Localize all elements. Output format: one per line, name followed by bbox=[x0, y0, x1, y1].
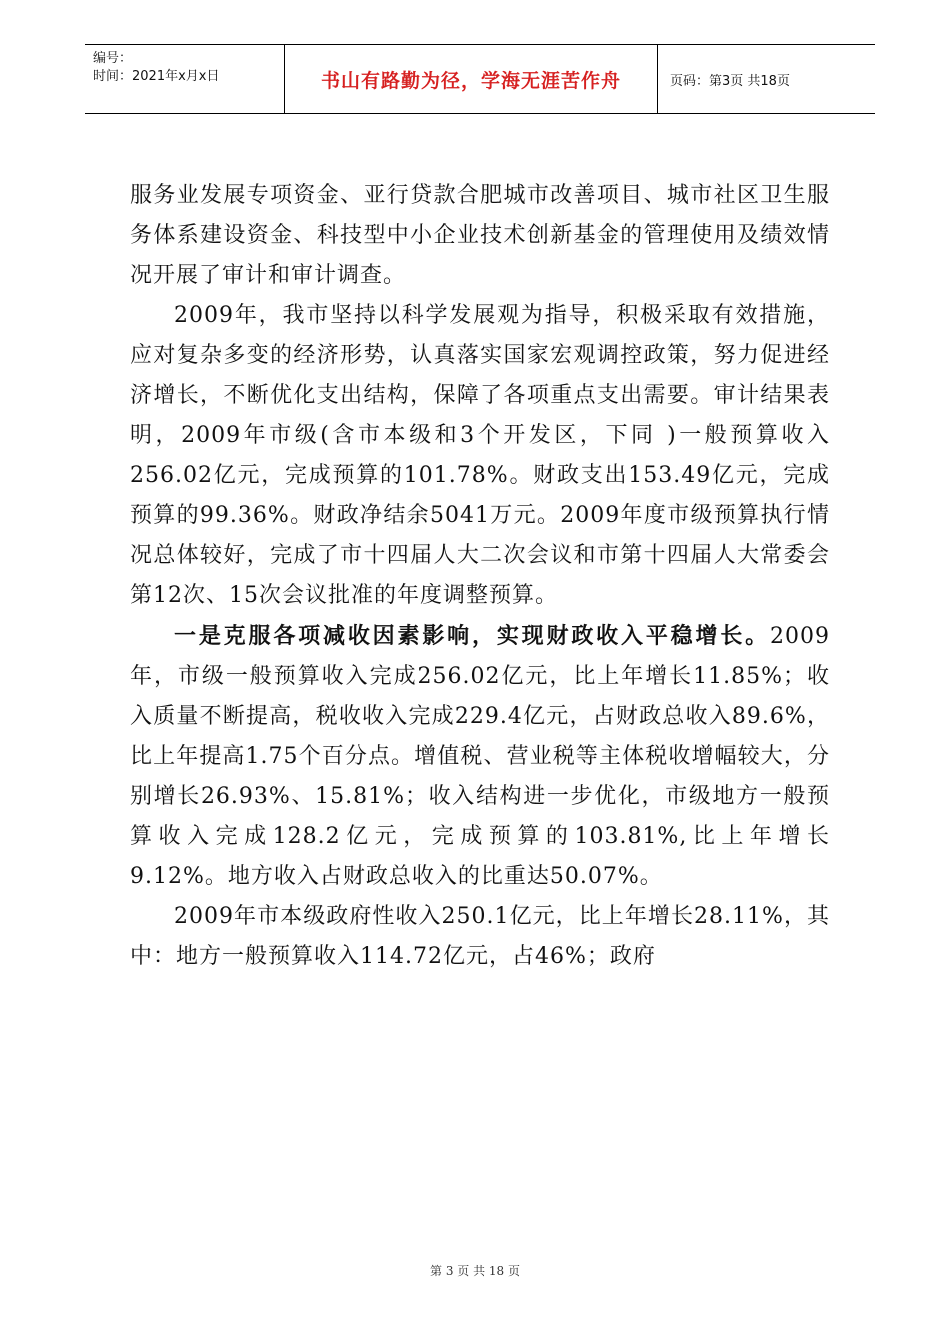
header-page-number: 页码：第3页 共18页 bbox=[670, 73, 790, 89]
paragraph-revenue bbox=[130, 616, 830, 897]
paragraph-city-revenue bbox=[130, 897, 830, 977]
paragraph-continuation bbox=[130, 176, 830, 296]
paragraph-text: 2009年，我市坚持以科学发展观为指导，积极采取有效措施，应对复杂多变的经济形势，认真落实国家宏观调控政策，努力促进经济增长，不断优化支出结构，保障了各项重点支出需要。审计结果表明，2009年市级(含市本级和3个开发区，下同 )一般预算收入256.02亿元，完成预算的101.78%。财政支出153.49亿元，完成预算的99.36%。财政净结余5041万元。2009年度市级预算执行情况总体较好，完成了市十四届人大二次会议和市第十四届人大常委会第12次、15次会议批准的年度调整预算。 bbox=[130, 303, 830, 608]
paragraph-text: 2009年市本级政府性收入250.1亿元，比上年增长28.11%，其中：地方一般预算收入114.72亿元，占46%；政府 bbox=[130, 904, 830, 969]
document-number-label: 编号： bbox=[93, 51, 133, 66]
document-body bbox=[130, 176, 830, 977]
paragraph-text: 2009 年，市级一般预算收入完成256.02亿元，比上年增长11.85%；收入质量不断提高，税收收入完成229.4亿元，占财政总收入89.6%，比上年提高1.75个百分点。增值税、营业税等主体税收增幅较大，分别增长26.93%、15.81%；收入结构进一步优化，市级地方一般预算收入完成128.2亿元，完成预算的103.81%,比上年增长 9.12%。地方收入占财政总收入的比重达50.07%。 bbox=[130, 624, 830, 889]
header-motto: 书山有路勤为径，学海无涯苦作舟 bbox=[285, 45, 658, 113]
page-footer: 第 3 页 共 18 页 bbox=[430, 1264, 520, 1278]
page-header bbox=[85, 44, 875, 114]
paragraph-text: 服务业发展专项资金、亚行贷款合肥城市改善项目、城市社区卫生服务体系建设资金、科技型中小企业技术创新基金的管理使用及绩效情况开展了审计和审计调查。 bbox=[130, 183, 830, 288]
paragraph-lead-heading: 一是克服各项减收因素影响，实现财政收入平稳增长。 bbox=[174, 623, 770, 649]
header-meta bbox=[85, 45, 285, 113]
paragraph-summary bbox=[130, 296, 830, 616]
document-time-label: 时间：2021年x月x日 bbox=[93, 69, 220, 84]
